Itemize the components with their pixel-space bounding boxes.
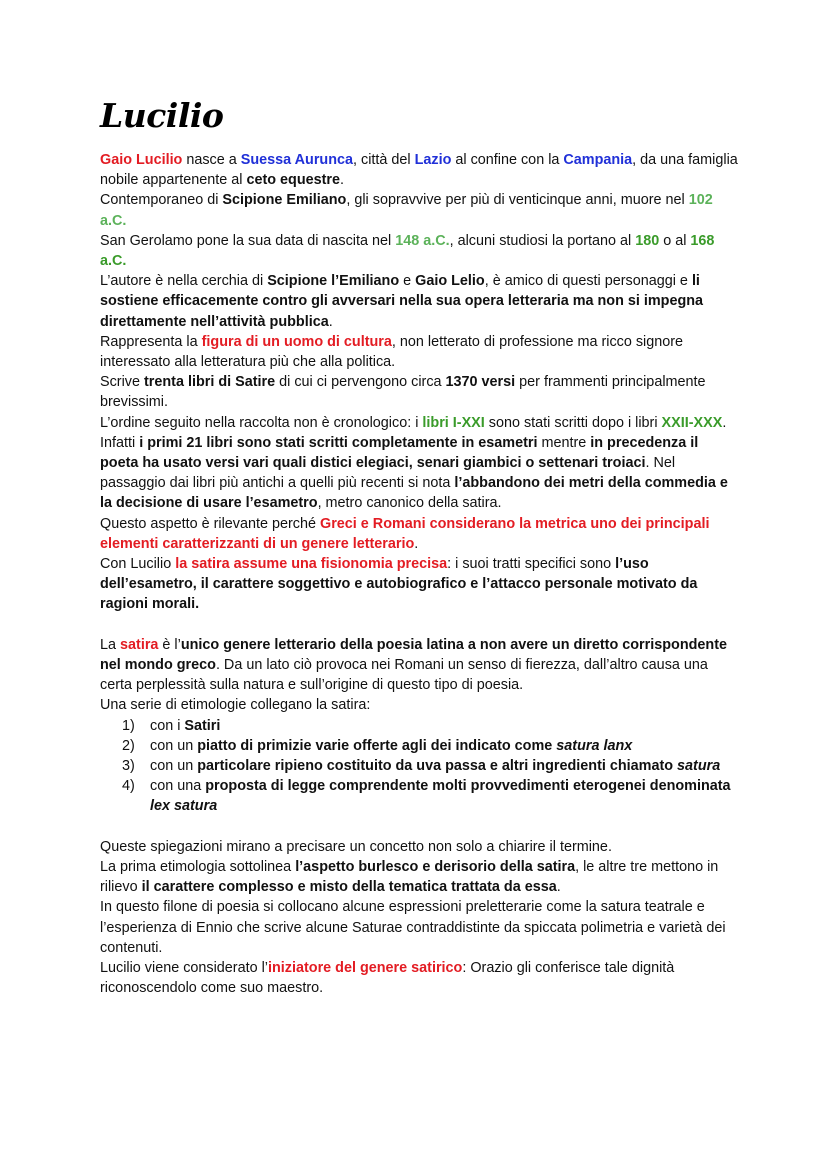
paragraph-order: L’ordine seguito nella raccolta non è cronologico: i libri I-XXI sono stati scritti dopo i libri XXII-XXX. <box>100 414 727 431</box>
key-concept-highlight: figura di un uomo di cultura <box>201 333 392 350</box>
paragraph-satire-genre: La satira è l’unico genere letterario della poesia latina a non avere un diretto corrispondente nel mondo greco. Da un lato ciò provoca nei Romani un senso di fierezza, dall’altro causa una certa perplessità sulla natura e sull’origine di questo tipo di poesia. <box>100 636 728 694</box>
date-highlight: 102 a.C. <box>100 192 713 229</box>
key-concept-highlight: satira <box>120 636 159 653</box>
list-item: 4) con una proposta di legge comprendente molti provvedimenti eterogenei denominata lex satura <box>100 776 740 816</box>
paragraph-meter: Infatti i primi 21 libri sono stati scritti completamente in esametri mentre in precedenza il poeta ha usato versi vari quali distici elegiaci, senari giambici o settenari troiaci. Nel passaggio dai libri più antichi a quelli più recenti si nota l’abbandono dei metri della commedia e la decisione di usare l’esametro, metro canonico della satira. <box>100 434 728 512</box>
name-highlight: Gaio Lucilio <box>100 152 183 168</box>
document-page <box>100 96 740 999</box>
paragraph-birth: Gaio Lucilio nasce a Suessa Aurunca, città del Lazio al confine con la Campania, da una famiglia nobile appartenente al ceto equestre. <box>100 152 738 189</box>
document-body <box>100 150 740 999</box>
paragraph-initiator: Lucilio viene considerato l’iniziatore del genere satirico: Orazio gli conferisce tale dignità riconoscendolo come suo maestro. <box>100 960 675 997</box>
place-highlight: Campania <box>563 152 633 168</box>
place-highlight: Lazio <box>414 152 452 168</box>
etymology-list <box>100 716 740 817</box>
list-number: 1) <box>122 717 135 734</box>
paragraph-works: Scrive trenta libri di Satire di cui ci pervengono circa 1370 versi per frammenti principalmente brevissimi. <box>100 374 706 411</box>
paragraph-explanations: Queste spiegazioni mirano a precisare un concetto non solo a chiarire il termine. <box>100 838 612 855</box>
paragraph-features: Con Lucilio la satira assume una fisionomia precisa: i suoi tratti specifici sono l’uso dell’esametro, il carattere soggettivo e autobiografico e l’attacco personale motivato da ragioni morali. <box>100 556 698 613</box>
paragraph-circle: L’autore è nella cerchia di Scipione l’Emiliano e Gaio Lelio, è amico di questi personaggi e li sostiene efficacemente contro gli avversari nella sua opera letteraria ma non si impegna direttamente nell’attività pubblica. <box>100 273 704 330</box>
place-highlight: Suessa Aurunca <box>240 152 354 168</box>
key-concept-highlight: Greci e Romani considerano la metrica uno dei principali elementi caratterizzanti di un genere letterario <box>100 515 710 552</box>
list-number: 4) <box>122 778 135 795</box>
paragraph-relevance: Questo aspetto è rilevante perché Greci e Romani considerano la metrica uno dei principali elementi caratterizzanti di un genere letterario. <box>100 515 710 552</box>
books-highlight: XXII-XXX <box>661 414 723 431</box>
date-highlight: 168 a.C. <box>100 232 715 270</box>
paragraph-contemporary: Contemporaneo di Scipione Emiliano, gli sopravvive per più di venticinque anni, muore nel 102 a.C. <box>100 192 713 229</box>
page-title: Lucilio <box>100 96 224 135</box>
books-highlight: libri I-XXI <box>422 414 485 431</box>
date-highlight: 180 <box>635 232 660 249</box>
key-concept-highlight: la satira assume una fisionomia precisa <box>175 556 448 573</box>
list-item: 3) con un particolare ripieno costituito da uva passa e altri ingredienti chiamato satura <box>100 756 740 776</box>
list-item: 2) con un piatto di primizie varie offerte agli dei indicato come satura lanx <box>100 736 740 756</box>
paragraph-birth-date: San Gerolamo pone la sua data di nascita nel 148 a.C., alcuni studiosi la portano al 180 o al 168 a.C. <box>100 232 715 270</box>
paragraph-spacer <box>100 615 740 635</box>
date-highlight: 148 a.C. <box>395 232 450 249</box>
paragraph-preliterary: In questo filone di poesia si collocano alcune espressioni preletterarie come la satura teatrale e l’esperienza di Ennio che scrive alcune Saturae contraddistinte da spiccata polimetria e varietà dei contenuti. <box>100 899 726 956</box>
paragraph-spacer <box>100 817 740 837</box>
list-number: 3) <box>122 758 135 775</box>
list-item: 1) con i Satiri <box>100 716 740 736</box>
paragraph-first-etymology: La prima etimologia sottolinea l’aspetto burlesco e derisorio della satira, le altre tre mettono in rilievo il carattere complesso e misto della tematica trattata da essa. <box>100 859 719 896</box>
paragraph-etymology-intro: Una serie di etimologie collegano la satira: <box>100 697 371 714</box>
paragraph-culture: Rappresenta la figura di un uomo di cultura, non letterato di professione ma ricco signore interessato alla letteratura più che alla politica. <box>100 333 684 371</box>
list-number: 2) <box>122 737 135 754</box>
key-concept-highlight: iniziatore del genere satirico <box>268 960 463 977</box>
